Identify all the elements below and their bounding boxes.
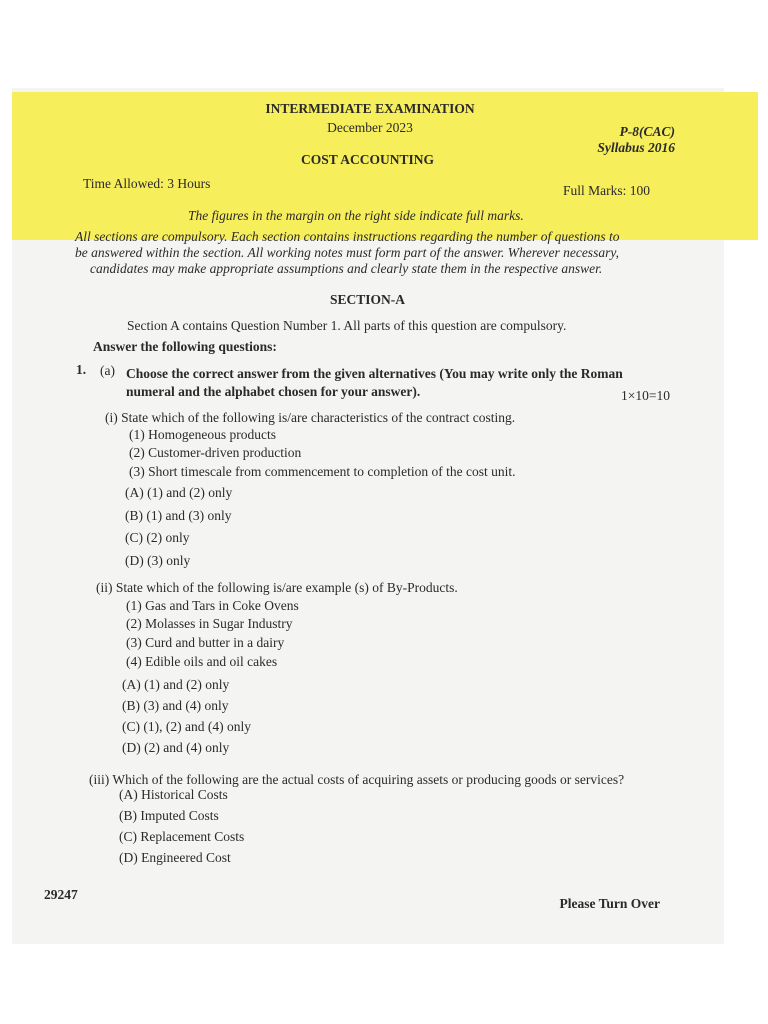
section-prompt: Answer the following questions: — [93, 339, 277, 354]
answer-option: (C) (2) only — [125, 530, 190, 545]
statement: (3) Curd and butter in a dairy — [126, 635, 285, 650]
paper-code: P-8(CAC) — [619, 124, 675, 139]
exam-session: December 2023 — [327, 120, 413, 135]
answer-option: (D) (3) only — [125, 553, 191, 568]
section-title: SECTION-A — [329, 292, 405, 307]
question-part-text: numeral and the alphabet chosen for your answer). — [126, 384, 421, 399]
question-stem: (i) State which of the following is/are characteristics of the contract costing. — [105, 410, 516, 425]
question-part-label: (a) — [100, 363, 115, 378]
page-id: 29247 — [44, 887, 78, 902]
answer-option: (D) Engineered Cost — [119, 850, 231, 865]
question-number: 1. — [76, 362, 87, 377]
statement: (1) Homogeneous products — [129, 427, 276, 442]
margin-note: The figures in the margin on the right side indicate full marks. — [188, 208, 524, 223]
answer-option: (B) Imputed Costs — [119, 808, 219, 823]
statement: (3) Short timescale from commencement to completion of the cost unit. — [129, 464, 516, 479]
full-marks: Full Marks: 100 — [562, 183, 650, 198]
section-intro: Section A contains Question Number 1. All parts of this question are compulsory. — [127, 318, 567, 333]
statement: (4) Edible oils and oil cakes — [126, 654, 278, 669]
question-marks: 1×10=10 — [621, 388, 670, 403]
question-stem: (ii) State which of the following is/are example (s) of By-Products. — [96, 580, 458, 595]
answer-option: (A) Historical Costs — [119, 787, 228, 802]
instruction-line: be answered within the section. All working notes must form part of the answer. Wherever necessary, — [75, 245, 619, 260]
time-allowed: Time Allowed: 3 Hours — [83, 176, 211, 191]
answer-option: (D) (2) and (4) only — [122, 740, 230, 755]
instruction-line: candidates may make appropriate assumptions and clearly state them in the respective answer. — [90, 261, 603, 276]
statement: (2) Customer-driven production — [129, 445, 302, 460]
instruction-line: All sections are compulsory. Each section contains instructions regarding the number of questions to — [75, 229, 620, 244]
answer-option: (B) (3) and (4) only — [122, 698, 229, 713]
syllabus-label: Syllabus 2016 — [597, 140, 675, 155]
question-stem: (iii) Which of the following are the actual costs of acquiring assets or producing goods or services? — [89, 772, 625, 787]
exam-title: INTERMEDIATE EXAMINATION — [265, 101, 475, 116]
turn-over-note: Please Turn Over — [559, 896, 660, 911]
statement: (2) Molasses in Sugar Industry — [126, 616, 293, 631]
answer-option: (C) Replacement Costs — [119, 829, 245, 844]
answer-option: (B) (1) and (3) only — [125, 508, 232, 523]
statement: (1) Gas and Tars in Coke Ovens — [126, 598, 299, 613]
question-part-text: Choose the correct answer from the given alternatives (You may write only the Roman — [126, 366, 623, 381]
answer-option: (A) (1) and (2) only — [122, 677, 230, 692]
answer-option: (A) (1) and (2) only — [125, 485, 233, 500]
subject-title: COST ACCOUNTING — [301, 152, 434, 167]
answer-option: (C) (1), (2) and (4) only — [122, 719, 251, 734]
